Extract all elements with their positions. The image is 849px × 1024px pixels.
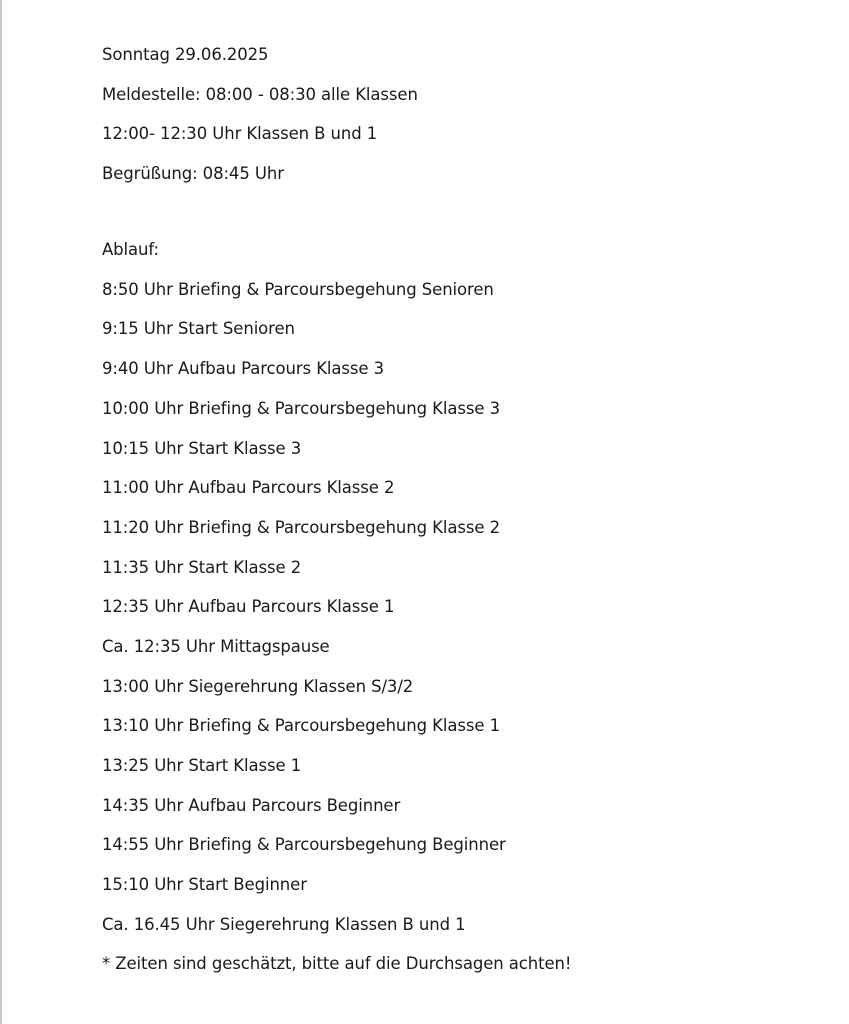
date-line: Sonntag 29.06.2025 xyxy=(102,45,269,64)
second-registration-line: 12:00- 12:30 Uhr Klassen B und 1 xyxy=(102,124,378,144)
schedule-item: Ca. 12:35 Uhr Mittagspause xyxy=(102,636,330,656)
schedule-item: 13:10 Uhr Briefing & Parcoursbegehung Klasse 1 xyxy=(102,716,500,736)
document-content xyxy=(102,44,822,993)
schedule-item: 9:40 Uhr Aufbau Parcours Klasse 3 xyxy=(102,359,384,379)
schedule-item: 13:25 Uhr Start Klasse 1 xyxy=(102,756,302,775)
schedule-item: 15:10 Uhr Start Beginner xyxy=(102,875,307,895)
schedule-item: 11:20 Uhr Briefing & Parcoursbegehung Klasse 2 xyxy=(102,517,500,537)
schedule-item: 8:50 Uhr Briefing & Parcoursbegehung Senioren xyxy=(102,279,494,299)
footnote: * Zeiten sind geschätzt, bitte auf die Durchsagen achten! xyxy=(102,954,572,974)
schedule-item: 14:55 Uhr Briefing & Parcoursbegehung Beginner xyxy=(102,835,506,855)
welcome-line: Begrüßung: 08:45 Uhr xyxy=(102,164,284,184)
schedule-heading: Ablauf: xyxy=(102,240,159,260)
schedule-item: 13:00 Uhr Siegerehrung Klassen S/3/2 xyxy=(102,676,414,696)
page-left-border xyxy=(0,0,2,1024)
schedule-item: Ca. 16.45 Uhr Siegerehrung Klassen B und 1 xyxy=(102,914,466,934)
schedule-item: 10:15 Uhr Start Klasse 3 xyxy=(102,438,302,458)
schedule-item: 12:35 Uhr Aufbau Parcours Klasse 1 xyxy=(102,597,395,617)
schedule-list xyxy=(102,279,822,936)
schedule-item: 14:35 Uhr Aufbau Parcours Beginner xyxy=(102,795,401,815)
schedule-item: 9:15 Uhr Start Senioren xyxy=(102,319,295,339)
schedule-item: 11:00 Uhr Aufbau Parcours Klasse 2 xyxy=(102,478,395,498)
schedule-item: 11:35 Uhr Start Klasse 2 xyxy=(102,557,302,577)
schedule-item: 10:00 Uhr Briefing & Parcoursbegehung Klasse 3 xyxy=(102,398,500,418)
registration-line: Meldestelle: 08:00 - 08:30 alle Klassen xyxy=(102,84,418,104)
